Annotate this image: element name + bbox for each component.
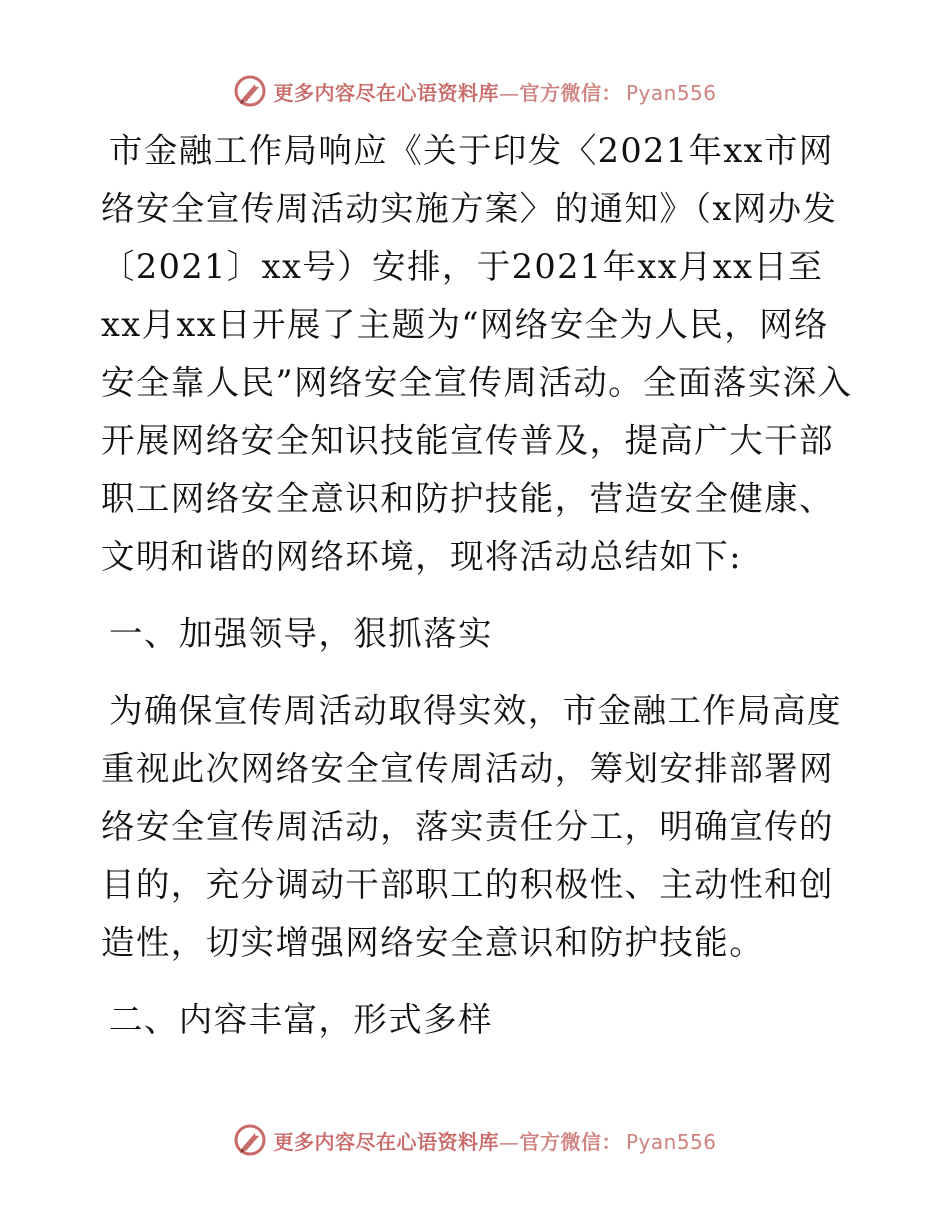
watermark-sub-text: 官方微信： [519, 80, 622, 105]
watermark-text [273, 77, 716, 106]
pen-logo-icon [233, 74, 267, 108]
watermark-text [273, 1126, 716, 1155]
spacer [101, 586, 861, 605]
pen-logo-icon [233, 1123, 267, 1157]
document-body [101, 122, 861, 1049]
header-watermark [0, 71, 950, 111]
watermark-sub-text: 官方微信： [519, 1129, 622, 1154]
section-1-paragraph: 为确保宣传周活动取得实效，市金融工作局高度重视此次网络安全宣传周活动，筹划安排部署网络安全宣传周活动，落实责任分工，明确宣传的目的，充分调动干部职工的积极性、主动性和创造性，切实增强网络安全意识和防护技能。 [101, 691, 842, 962]
watermark-main-text: 更多内容尽在心语资料库 [273, 1129, 499, 1154]
intro-paragraph: 市金融工作局响应《关于印发〈2021年xx市网络安全宣传周活动实施方案〉的通知》（x网办发〔2021〕xx号）安排，于2021年xx月xx日至xx月xx日开展了主题为“网络安全为人民，网络安全靠人民”网络安全宣传周活动。全面落实深入开展网络安全知识技能宣传普及，提高广大干部职工网络安全意识和防护技能，营造安全健康、文明和谐的网络环境，现将活动总结如下: [101, 131, 853, 576]
watermark-account: Pyan556 [625, 80, 717, 105]
watermark-main-text: 更多内容尽在心语资料库 [273, 80, 499, 105]
watermark-dash: — [498, 1129, 520, 1154]
spacer [101, 972, 861, 991]
section-2-heading: 二、内容丰富，形式多样 [109, 1000, 493, 1039]
watermark-account: Pyan556 [625, 1129, 717, 1154]
section-1-heading: 一、加强领导，狠抓落实 [109, 614, 493, 653]
watermark-dash: — [498, 80, 520, 105]
spacer [101, 663, 861, 682]
footer-watermark [0, 1120, 950, 1160]
